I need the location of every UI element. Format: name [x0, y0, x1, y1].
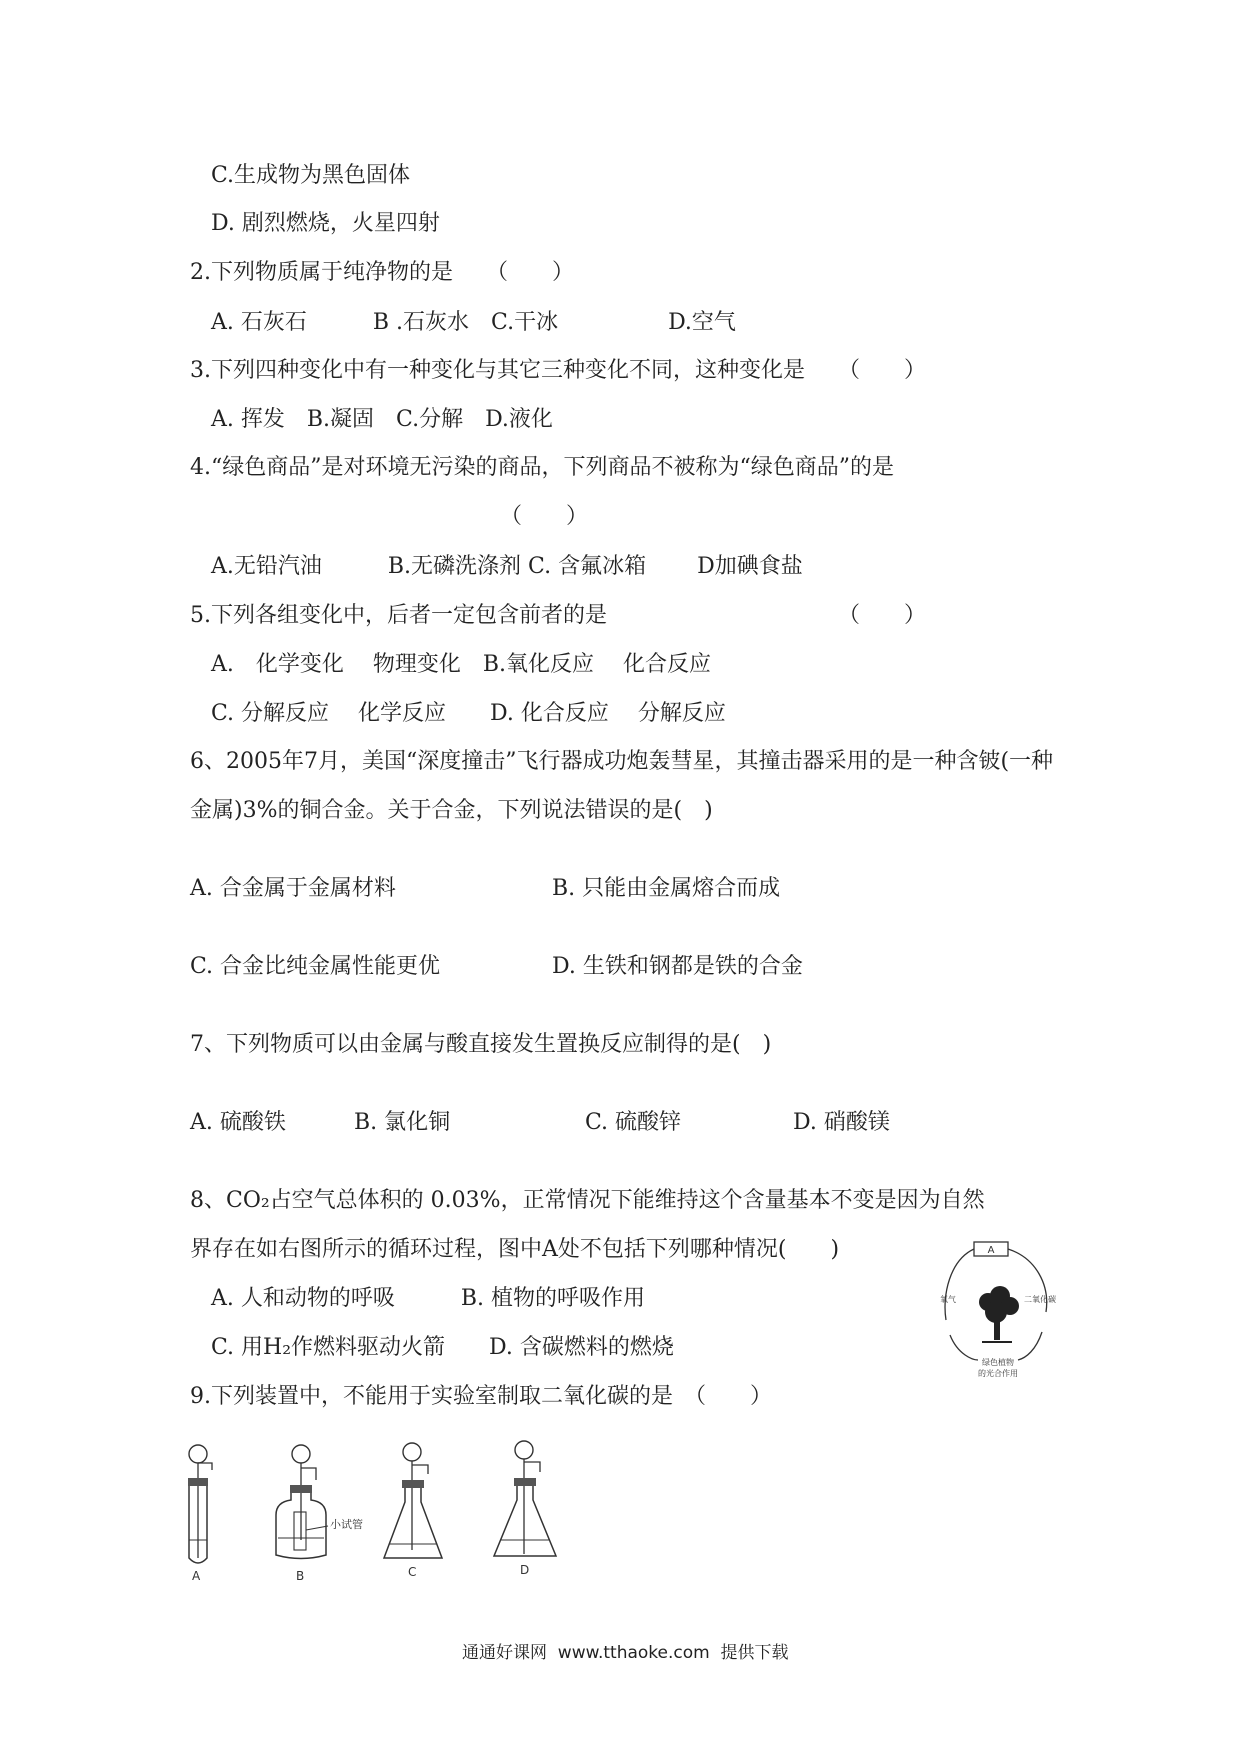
q7-option-b: B. 氯化铜 — [354, 1110, 451, 1135]
q7-stem: 7、下列物质可以由金属与酸直接发生置换反应制得的是( ) — [190, 1032, 772, 1057]
q9-stem: 9.下列装置中，不能用于实验室制取二氧化碳的是 （ ） — [190, 1384, 772, 1409]
q8-stem-line2: 界存在如右图所示的循环过程，图中A处不包括下列哪种情况( ) — [190, 1237, 840, 1262]
tree-icon — [979, 1286, 1019, 1342]
q5-stem: 5.下列各组变化中，后者一定包含前者的是 （ ） — [190, 603, 926, 628]
apparatus-label-a: A — [192, 1569, 201, 1583]
q3-stem: 3.下列四种变化中有一种变化与其它三种变化不同，这种变化是 （ ） — [190, 358, 926, 383]
apparatus-d — [494, 1441, 556, 1577]
q8-options-ab: A. 人和动物的呼吸 B. 植物的呼吸作用 — [211, 1286, 646, 1311]
apparatus-label-b: B — [296, 1569, 305, 1583]
apparatus-figures — [176, 1440, 596, 1585]
q2-stem: 2.下列物质属于纯净物的是 （ ） — [190, 260, 574, 285]
q1-option-d: D. 剧烈燃烧，火星四射 — [211, 211, 440, 236]
q4-stem: 4.“绿色商品”是对环境无污染的商品，下列商品不被称为“绿色商品”的是 — [190, 455, 894, 480]
q6-option-b: B. 只能由金属熔合而成 — [552, 876, 781, 901]
q6-stem-line1: 6、2005年7月，美国“深度撞击”飞行器成功炮轰彗星，其撞击器采用的是一种含铍(一种 — [190, 749, 1054, 774]
apparatus-label-d: D — [520, 1563, 530, 1577]
q7-option-c: C. 硫酸锌 — [585, 1110, 682, 1135]
q6-option-d: D. 生铁和钢都是铁的合金 — [552, 954, 803, 979]
cycle-box-label: A — [987, 1245, 995, 1256]
q8-options-cd: C. 用H₂作燃料驱动火箭 D. 含碳燃料的燃烧 — [211, 1335, 674, 1360]
q6-stem-line2: 金属)3%的铜合金。关于合金，下列说法错误的是( ) — [190, 798, 713, 823]
q4-options: A.无铅汽油 B.无磷洗涤剂 C. 含氟冰箱 D加碘食盐 — [211, 554, 803, 579]
q2-options: A. 石灰石 B .石灰水 C.干冰 D.空气 — [211, 310, 736, 335]
apparatus-a — [188, 1445, 212, 1583]
q3-options: A. 挥发 B.凝固 C.分解 D.液化 — [211, 407, 553, 432]
apparatus-b-annotation: 小试管 — [330, 1518, 363, 1531]
q6-option-c: C. 合金比纯金属性能更优 — [190, 954, 441, 979]
q8-stem-line1: 8、CO₂占空气总体积的 0.03%，正常情况下能维持这个含量基本不变是因为自然 — [190, 1188, 985, 1213]
page-footer: 通通好课网 www.tthaoke.com 提供下载 — [462, 1643, 789, 1663]
carbon-cycle-figure — [938, 1240, 1058, 1385]
q1-option-c: C.生成物为黑色固体 — [211, 163, 411, 188]
apparatus-c — [384, 1443, 442, 1579]
q5-options-ab: A. 化学变化 物理变化 B.氧化反应 化合反应 — [211, 652, 712, 677]
q7-option-a: A. 硫酸铁 — [190, 1110, 286, 1135]
cycle-left-label: 氧气 — [940, 1295, 956, 1304]
q4-answer-bracket: （ ） — [500, 504, 589, 529]
cycle-bottom-label-1: 绿色植物 — [982, 1358, 1014, 1367]
cycle-bottom-label-2: 的光合作用 — [978, 1369, 1018, 1378]
q6-option-a: A. 合金属于金属材料 — [190, 876, 396, 901]
cycle-right-label: 二氧化碳 — [1024, 1295, 1056, 1304]
q7-option-d: D. 硝酸镁 — [793, 1110, 890, 1135]
apparatus-label-c: C — [408, 1565, 417, 1579]
q5-options-cd: C. 分解反应 化学反应 D. 化合反应 分解反应 — [211, 701, 726, 726]
apparatus-b — [276, 1445, 363, 1583]
